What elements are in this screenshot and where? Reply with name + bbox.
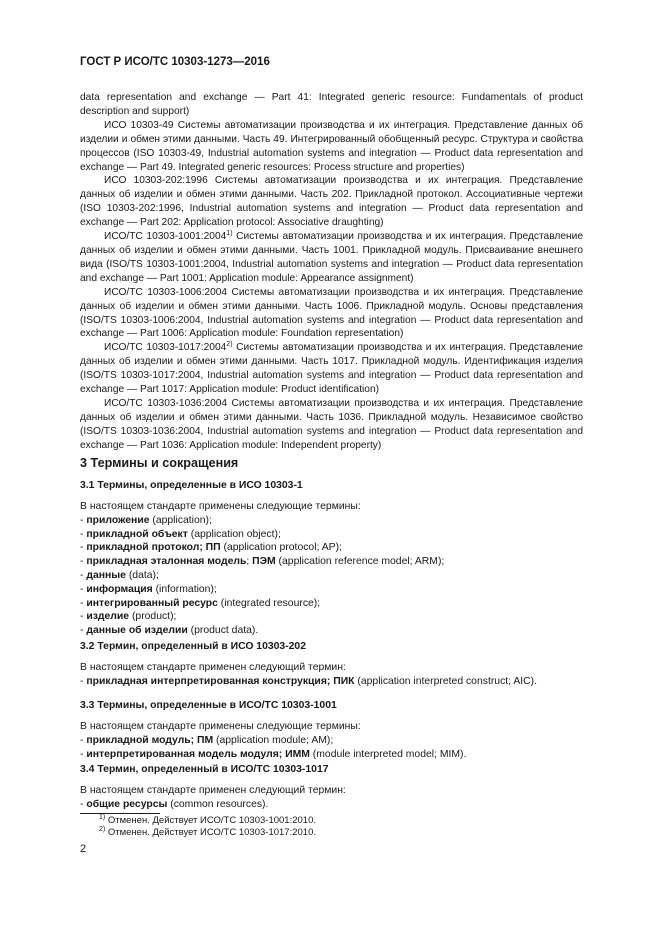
- subsection-3-2-intro: В настоящем стандарте применен следующий термин:: [80, 662, 346, 673]
- text-run: (data);: [125, 569, 159, 581]
- text-run: Системы автоматизации производства и их интеграция. Представление данных об изделии и обмен этими данными. Часть 1017. Прикладной модуль. Идентификация изделия (ISO/TS 10303-1017:2004, Industrial automation systems and integration — Product data representation and exchange — Part 1017: Application module: Product identification): [80, 342, 583, 396]
- text-run: Системы автоматизации производства и их интеграция. Представление данных об изделии и обмен этими данными. Часть 1001. Прикладной модуль. Присваивание внешнего вида (ISO/TS 10303-1001:2004, Industrial automation systems and integration — Product data representation and exchange — Part 1001: Application module: Appearance assignment): [80, 231, 583, 284]
- text-run: ИСО 10303-49 Системы автоматизации производства и их интеграция. Представление данных об изделии и обмен этими данными. Часть 49. Интегрированный обобщенный ресурс. Структура и свойства процессов (ISO 10303-49, Industrial automation systems and integration — Product data representation and exchange — Part 49. Integrated generic resources: Process structure and properties): [80, 119, 583, 173]
- reference-entry: [80, 397, 583, 453]
- term: информация: [86, 583, 153, 595]
- normative-references: [80, 91, 583, 453]
- footnote-2: [99, 827, 316, 839]
- text-run: ИСО/ТС 10303-1036:2004 Системы автоматизации производства и их интеграция. Представление данных об изделии и обмен этими данными. Часть 1036. Прикладной модуль. Независимое свойство (ISO/TS 10303-1036:2004, Industrial automation systems and integration — Product data representation and exchange — Part 1036: Application module: Independent property): [80, 397, 583, 451]
- term-item: [80, 583, 583, 597]
- subsection-3-3-title: 3.3 Термины, определенные в ИСО/ТС 10303-1001: [80, 700, 337, 711]
- text-run: (application interpreted construct; AIC).: [354, 675, 538, 687]
- subsection-3-4-title: 3.4 Термин, определенный в ИСО/ТС 10303-1017: [80, 764, 329, 775]
- text-run: data representation and exchange — Part 41: Integrated generic resource: Fundamentals of product description and support): [80, 92, 583, 117]
- footnote-mark: 2): [99, 826, 106, 833]
- term: ПЭМ: [252, 556, 276, 568]
- term: прикладной объект: [86, 528, 188, 540]
- term: изделие: [86, 611, 130, 623]
- text-run: -: [80, 798, 87, 810]
- text-run: (integrated resource);: [217, 597, 321, 609]
- text-run: (common resources).: [167, 798, 269, 810]
- text-run: ИСО 10303-202:1996 Системы автоматизации производства и их интеграция. Представление данных об изделии и обмен этими данными. Часть 202. Прикладной протокол. Ассоциативные чертежи (ISO 10303-202:1996, Industrial automation systems and integration — Product data representation and exchange — Part 202: Application protocol: Associative draughting): [80, 175, 583, 229]
- footnote-mark: 1): [99, 814, 106, 821]
- text-run: (application protocol; AP);: [220, 542, 342, 554]
- text-run: -: [80, 625, 87, 637]
- term-item: [80, 610, 583, 624]
- text-run: -: [80, 597, 87, 609]
- term: общие ресурсы: [86, 798, 168, 810]
- text-run: -: [80, 528, 87, 540]
- text-run: (application object);: [187, 528, 281, 540]
- term-item: [80, 569, 583, 583]
- text-run: -: [80, 583, 87, 595]
- footnote-1: [99, 815, 316, 827]
- footnote-divider: [80, 813, 160, 814]
- subsection-3-3-body: [80, 720, 583, 761]
- reference-entry: [80, 230, 583, 286]
- term-item: [80, 541, 583, 555]
- text-run: (application module; AM);: [213, 734, 334, 746]
- term-item: [80, 555, 583, 569]
- term: интерпретированная модель модуля; ИММ: [86, 748, 310, 760]
- term: прикладной протокол; ПП: [86, 542, 221, 554]
- reference-entry: [80, 119, 583, 175]
- term-list: [80, 734, 583, 762]
- term: приложение: [86, 514, 150, 526]
- text-run: (product);: [129, 611, 177, 623]
- text-run: (module interpreted model; MIM).: [309, 748, 467, 760]
- subsection-3-2-body: [80, 661, 583, 689]
- term-list: [80, 675, 583, 689]
- term: прикладной модуль; ПМ: [86, 734, 214, 746]
- text-run: ИСО/ТС 10303-1001:2004: [104, 231, 227, 243]
- text-run: ИСО/ТС 10303-1017:2004: [104, 342, 227, 354]
- text-run: -: [80, 556, 87, 568]
- term: интегрированный ресурс: [86, 597, 218, 609]
- text-run: -: [80, 675, 87, 687]
- term-item: [80, 597, 583, 611]
- term: данные об изделии: [86, 625, 188, 637]
- text-run: ИСО/ТС 10303-1006:2004 Системы автоматизации производства и их интеграция. Представление данных об изделии и обмен этими данными. Часть 1006. Прикладной модуль. Основы представления (ISO/TS 10303-1006:2004, Industrial automation systems and integration — Product data representation and exchange — Part 1006: Application module: Foundation representation): [80, 286, 583, 340]
- term-item: [80, 734, 583, 748]
- reference-entry: [80, 286, 583, 342]
- text-run: -: [80, 611, 87, 623]
- term-item: [80, 624, 583, 638]
- text-run: (information);: [152, 583, 217, 595]
- reference-entry: [80, 91, 583, 119]
- text-run: -: [80, 542, 87, 554]
- term-list: [80, 514, 583, 638]
- term-item: [80, 675, 583, 689]
- reference-entry: [80, 174, 583, 230]
- footnote-ref: 1): [226, 230, 233, 238]
- term-item: [80, 528, 583, 542]
- term: данные: [86, 569, 126, 581]
- term-item: [80, 514, 583, 528]
- term: прикладная эталонная модель: [86, 556, 247, 568]
- subsection-3-3-intro: В настоящем стандарте применены следующие термины:: [80, 721, 361, 732]
- text-run: (application reference model; ARM);: [275, 556, 445, 568]
- document-header: ГОСТ Р ИСО/ТС 10303-1273—2016: [80, 56, 270, 68]
- subsection-3-1-intro: В настоящем стандарте применены следующие термины:: [80, 501, 361, 512]
- footnote-ref: 2): [226, 341, 233, 349]
- term: прикладная интерпретированная конструкция; ПИК: [86, 675, 355, 687]
- term-item: [80, 748, 583, 762]
- subsection-3-1-title: 3.1 Термины, определенные в ИСО 10303-1: [80, 480, 303, 491]
- text-run: (product data).: [187, 625, 259, 637]
- text-run: ;: [246, 556, 253, 568]
- page-number: 2: [80, 843, 87, 855]
- text-run: -: [80, 748, 87, 760]
- subsection-3-4-body: [80, 784, 583, 812]
- subsection-3-2-title: 3.2 Термин, определенный в ИСО 10303-202: [80, 641, 306, 652]
- reference-entry: [80, 341, 583, 397]
- text-run: -: [80, 569, 87, 581]
- term-item: [80, 798, 583, 812]
- footnote-text: Отменен. Действует ИСО/ТС 10303-1001:2010.: [107, 815, 316, 826]
- text-run: (application);: [149, 514, 212, 526]
- text-run: -: [80, 734, 87, 746]
- term-list: [80, 798, 583, 812]
- footnote-text: Отменен. Действует ИСО/ТС 10303-1017:2010.: [107, 827, 316, 838]
- section-3-title: 3 Термины и сокращения: [80, 456, 239, 470]
- subsection-3-4-intro: В настоящем стандарте применен следующий термин:: [80, 785, 346, 796]
- subsection-3-1-body: [80, 500, 583, 638]
- text-run: -: [80, 514, 87, 526]
